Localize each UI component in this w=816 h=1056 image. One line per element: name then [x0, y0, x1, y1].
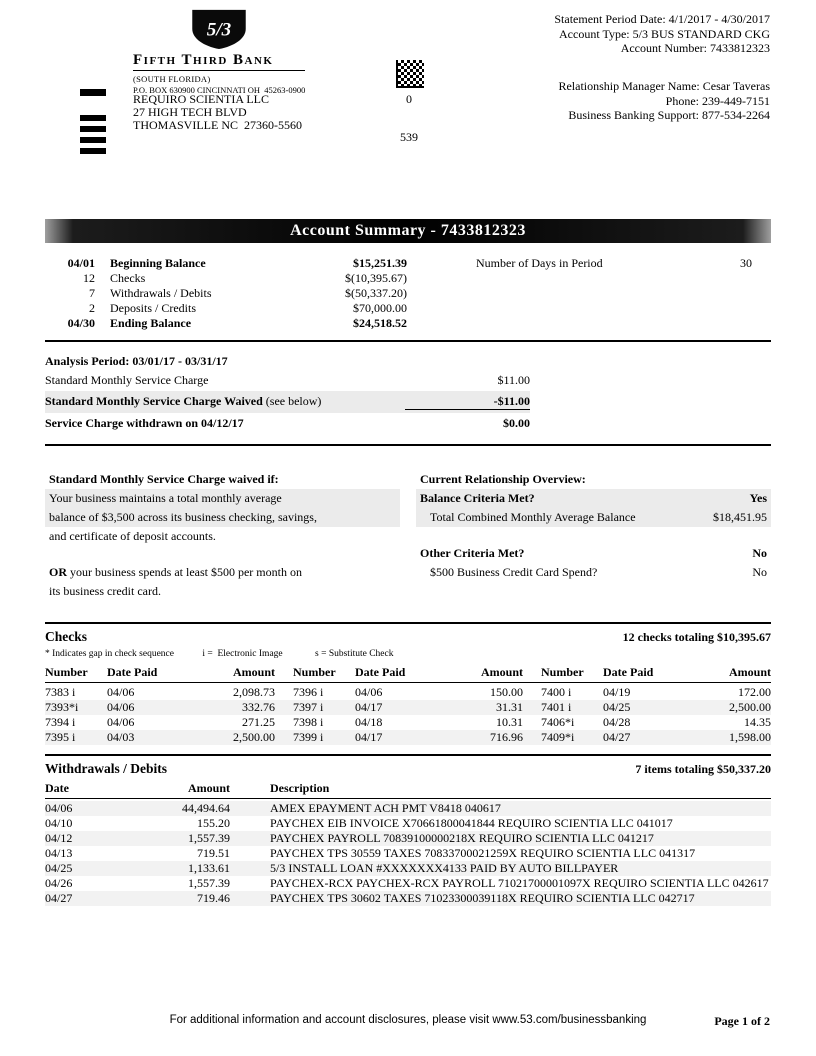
other-criteria-question: Other Criteria Met? [420, 546, 525, 560]
summary-count: 12 [83, 271, 95, 285]
check-entry [293, 715, 523, 730]
checks-title: Checks [45, 629, 88, 644]
spacer [416, 527, 771, 544]
check-date-paid: 04/03 [107, 730, 135, 744]
withdrawal-row [45, 861, 771, 876]
check-amount: 10.31 [496, 715, 523, 729]
checks-section-header [45, 629, 771, 645]
account-summary-title-bar [45, 219, 771, 243]
mail-sort-mark [80, 137, 106, 143]
check-date-paid: 04/27 [603, 730, 631, 744]
summary-label: Ending Balance [110, 316, 192, 330]
waiver-condition-line: and certificate of deposit accounts. [49, 529, 216, 543]
check-number: 7399 i [293, 730, 324, 744]
withdrawals-section [45, 761, 771, 906]
checks-col-date-paid: Date Paid [355, 665, 406, 679]
service-charge-waived-label [45, 394, 321, 410]
data-matrix-barcode-icon [396, 60, 424, 88]
relationship-overview-title: Current Relationship Overview: [420, 472, 586, 486]
check-amount: 2,500.00 [729, 700, 771, 714]
statement-period: Statement Period Date: 4/1/2017 - 4/30/2017 [554, 12, 770, 26]
withdrawal-row [45, 876, 771, 891]
check-date-paid: 04/19 [603, 685, 631, 699]
withdrawal-description: 5/3 INSTALL LOAN #XXXXXXX4133 PAID BY AUTO BILLPAYER [270, 861, 619, 875]
summary-row-withdrawals [45, 286, 771, 301]
withdrawals-table [45, 781, 771, 906]
recipient-street: 27 HIGH TECH BLVD [133, 105, 247, 119]
check-entry [541, 685, 771, 700]
bank-name: Fifth Third Bank [133, 52, 305, 71]
sort-number: 539 [400, 130, 418, 144]
waiver-or-condition-line: its business credit card. [49, 584, 161, 598]
summary-date: 04/01 [67, 256, 95, 270]
check-entry [541, 700, 771, 715]
check-amount: 1,598.00 [729, 730, 771, 744]
checks-col-amount: Amount [480, 665, 523, 679]
summary-row-deposits [45, 301, 771, 316]
withdrawal-date: 04/25 [45, 861, 73, 875]
checks-col-date-paid: Date Paid [603, 665, 654, 679]
check-date-paid: 04/28 [603, 715, 631, 729]
check-amount: 271.25 [242, 715, 275, 729]
waiver-condition-line: Your business maintains a total monthly average [45, 489, 400, 508]
check-entry [45, 715, 275, 730]
withdrawal-amount: 719.51 [197, 846, 230, 860]
credit-card-spend-value: No [752, 565, 767, 579]
statement-header [0, 0, 816, 200]
withdrawal-amount: 1,133.61 [188, 861, 230, 875]
mail-sort-mark [80, 115, 106, 121]
check-number: 7401 i [541, 700, 572, 714]
relationship-overview-column [416, 470, 771, 601]
check-entry [45, 685, 275, 700]
bank-return-address: P.O. BOX 630900 CINCINNATI OH 45263-0900 [133, 85, 306, 95]
summary-amount: $(50,337.20) [345, 286, 407, 300]
withdrawal-date: 04/27 [45, 891, 73, 905]
withdrawals-col-description: Description [270, 781, 330, 795]
summary-amount: $15,251.39 [353, 256, 407, 270]
check-number: 7398 i [293, 715, 324, 729]
waiver-or-condition-line [45, 563, 400, 582]
checks-col-number: Number [541, 665, 584, 679]
days-in-period-value: 30 [740, 256, 752, 270]
other-criteria-row [416, 544, 771, 563]
withdrawal-description: PAYCHEX EIB INVOICE X70661800041844 REQUIRO SCIENTIA LLC 041017 [270, 816, 673, 830]
checks-column-group [293, 665, 523, 680]
withdrawal-date: 04/13 [45, 846, 73, 860]
waiver-conditions-column [45, 470, 400, 601]
check-amount: 31.31 [496, 700, 523, 714]
check-entry [45, 730, 275, 745]
summary-row-beginning-balance [45, 256, 771, 271]
recipient-name: REQUIRO SCIENTIA LLC [133, 92, 269, 106]
checks-total-summary: 12 checks totaling $10,395.67 [622, 630, 771, 644]
withdrawal-row [45, 801, 771, 816]
section-divider [45, 444, 771, 446]
checks-col-amount: Amount [728, 665, 771, 679]
account-summary-table [45, 256, 771, 331]
days-in-period-label: Number of Days in Period [476, 256, 603, 270]
withdrawn-label: Service Charge withdrawn on 04/12/17 [45, 416, 244, 430]
summary-count: 7 [89, 286, 95, 300]
summary-amount: $(10,395.67) [345, 271, 407, 285]
other-criteria-answer: No [752, 546, 767, 560]
check-amount: 2,500.00 [233, 730, 275, 744]
legend-substitute-check: s = Substitute Check [315, 649, 394, 659]
waiver-conditions-title: Standard Monthly Service Charge waived if: [49, 472, 279, 486]
summary-row-ending-balance [45, 316, 771, 331]
summary-row-checks [45, 271, 771, 286]
check-number: 7409*i [541, 730, 575, 744]
section-divider [45, 754, 771, 756]
withdrawal-date: 04/06 [45, 801, 73, 815]
mail-sort-marks [80, 115, 106, 159]
analysis-section [45, 352, 530, 434]
withdrawal-row [45, 816, 771, 831]
or-condition-text: your business spends at least $500 per month on [67, 565, 302, 579]
check-entry [45, 700, 275, 715]
check-row [45, 700, 771, 715]
bank-identity-block [133, 8, 305, 95]
balance-criteria-answer: Yes [749, 491, 767, 505]
withdrawal-row [45, 846, 771, 861]
combined-balance-row [416, 508, 771, 527]
check-amount: 2,098.73 [233, 685, 275, 699]
checks-legend [45, 649, 771, 659]
check-number: 7397 i [293, 700, 324, 714]
summary-amount: $70,000.00 [353, 301, 407, 315]
mail-sort-mark [80, 126, 106, 132]
check-entry [541, 730, 771, 745]
summary-count: 2 [89, 301, 95, 315]
withdrawal-date: 04/12 [45, 831, 73, 845]
check-amount: 332.76 [242, 700, 275, 714]
credit-card-spend-row [416, 563, 771, 582]
manager-phone: Phone: 239-449-7151 [665, 93, 770, 108]
check-date-paid: 04/06 [107, 685, 135, 699]
relationship-manager: Relationship Manager Name: Cesar Taveras [558, 79, 770, 93]
mail-sort-mark [80, 89, 106, 96]
business-banking-support: Business Banking Support: 877-534-2264 [568, 108, 770, 122]
check-row [45, 715, 771, 730]
withdrawals-section-header [45, 761, 771, 777]
check-number: 7400 i [541, 685, 572, 699]
withdrawal-amount: 719.46 [197, 891, 230, 905]
service-charge-row [45, 370, 530, 391]
withdrawal-description: PAYCHEX PAYROLL 70839100000218X REQUIRO SCIENTIA LLC 041217 [270, 831, 654, 845]
or-prefix: OR [49, 565, 67, 579]
check-date-paid: 04/25 [603, 700, 631, 714]
checks-col-amount: Amount [232, 665, 275, 679]
check-number: 7406*i [541, 715, 575, 729]
summary-amount: $24,518.52 [353, 316, 407, 330]
withdrawals-title: Withdrawals / Debits [45, 761, 168, 776]
service-charge-waived-value: -$11.00 [405, 394, 530, 410]
check-entry [541, 715, 771, 730]
withdrawal-description: PAYCHEX-RCX PAYCHEX-RCX PAYROLL 71021700001097X REQUIRO SCIENTIA LLC 042617 [270, 876, 769, 890]
account-type: Account Type: 5/3 BUS STANDARD CKG [559, 26, 770, 41]
check-entry [293, 685, 523, 700]
statement-info-block [554, 12, 770, 56]
waived-label-bold: Standard Monthly Service Charge Waived [45, 394, 263, 408]
withdrawn-value: $0.00 [503, 416, 530, 430]
balance-criteria-row [416, 489, 771, 508]
checks-column-group [45, 665, 275, 680]
page-footer [0, 1014, 816, 1030]
fifth-third-shield-logo-icon [188, 8, 250, 50]
check-amount: 150.00 [490, 685, 523, 699]
checks-section [45, 629, 771, 745]
withdrawal-amount: 1,557.39 [188, 876, 230, 890]
check-number: 7393*i [45, 700, 79, 714]
check-amount: 172.00 [738, 685, 771, 699]
logo-53-text: 5/3 [206, 19, 232, 41]
withdrawal-description: PAYCHEX TPS 30559 TAXES 70833700021259X REQUIRO SCIENTIA LLC 041317 [270, 846, 696, 860]
check-number: 7394 i [45, 715, 76, 729]
check-amount: 716.96 [490, 730, 523, 744]
spacer [45, 546, 400, 563]
credit-card-spend-label: $500 Business Credit Card Spend? [430, 565, 598, 579]
waiver-criteria-section [45, 470, 771, 601]
checks-col-date-paid: Date Paid [107, 665, 158, 679]
check-date-paid: 04/06 [107, 715, 135, 729]
summary-label: Deposits / Credits [110, 301, 196, 315]
combined-balance-label: Total Combined Monthly Average Balance [430, 510, 636, 524]
barcode-digit: 0 [406, 92, 412, 106]
account-number: Account Number: 7433812323 [620, 41, 770, 55]
check-entry [293, 700, 523, 715]
withdrawals-table-header [45, 781, 771, 799]
checks-column-group [541, 665, 771, 680]
section-divider [45, 340, 771, 342]
withdrawals-col-date: Date [45, 781, 69, 795]
check-date-paid: 04/06 [107, 700, 135, 714]
section-divider [45, 622, 771, 624]
mail-sort-mark [80, 148, 106, 154]
check-amount: 14.35 [744, 715, 771, 729]
checks-table [45, 665, 771, 745]
checks-table-header [45, 665, 771, 683]
checks-col-number: Number [293, 665, 336, 679]
summary-date: 04/30 [67, 316, 95, 330]
check-date-paid: 04/06 [355, 685, 383, 699]
legend-gap: * Indicates gap in check sequence [45, 649, 174, 659]
statement-body [45, 219, 771, 906]
withdrawal-row [45, 831, 771, 846]
service-charge-waived-row [45, 391, 530, 413]
recipient-city-state-zip: THOMASVILLE NC 27360-5560 [133, 118, 302, 132]
check-date-paid: 04/18 [355, 715, 383, 729]
withdrawal-amount: 44,494.64 [182, 801, 230, 815]
disclosure-text: For additional information and account disclosures, please visit www.53.com/businessbanking [169, 1014, 647, 1026]
summary-label: Beginning Balance [110, 256, 206, 270]
withdrawals-total-summary: 7 items totaling $50,337.20 [635, 762, 771, 776]
service-charge-withdrawn-row [45, 413, 530, 434]
checks-col-number: Number [45, 665, 88, 679]
withdrawal-date: 04/10 [45, 816, 73, 830]
waived-note: (see below) [262, 394, 322, 408]
balance-criteria-question: Balance Criteria Met? [420, 491, 535, 505]
service-charge-value: $11.00 [497, 373, 530, 387]
withdrawals-col-amount: Amount [187, 781, 230, 795]
bank-region: (SOUTH FLORIDA) [133, 74, 211, 84]
withdrawal-amount: 1,557.39 [188, 831, 230, 845]
page-number: Page 1 of 2 [714, 1014, 770, 1028]
check-number: 7383 i [45, 685, 76, 699]
withdrawal-date: 04/26 [45, 876, 73, 890]
check-row [45, 685, 771, 700]
summary-label: Withdrawals / Debits [110, 286, 212, 300]
service-charge-label: Standard Monthly Service Charge [45, 373, 209, 387]
withdrawal-row [45, 891, 771, 906]
withdrawal-description: AMEX EPAYMENT ACH PMT V8418 040617 [270, 801, 501, 815]
analysis-period-title: Analysis Period: 03/01/17 - 03/31/17 [45, 354, 228, 368]
contact-info-block [558, 79, 770, 123]
withdrawal-description: PAYCHEX TPS 30602 TAXES 71023300039118X REQUIRO SCIENTIA LLC 042717 [270, 891, 695, 905]
check-number: 7395 i [45, 730, 76, 744]
waiver-condition-line: balance of $3,500 across its business checking, savings, [45, 508, 400, 527]
check-date-paid: 04/17 [355, 700, 383, 714]
recipient-address [133, 93, 302, 132]
summary-label: Checks [110, 271, 146, 285]
withdrawal-amount: 155.20 [197, 816, 230, 830]
account-summary-title: Account Summary - 7433812323 [290, 222, 526, 239]
combined-balance-value: $18,451.95 [713, 510, 767, 524]
check-date-paid: 04/17 [355, 730, 383, 744]
check-entry [293, 730, 523, 745]
check-number: 7396 i [293, 685, 324, 699]
check-row [45, 730, 771, 745]
legend-electronic-image: i = Electronic Image [202, 649, 283, 659]
